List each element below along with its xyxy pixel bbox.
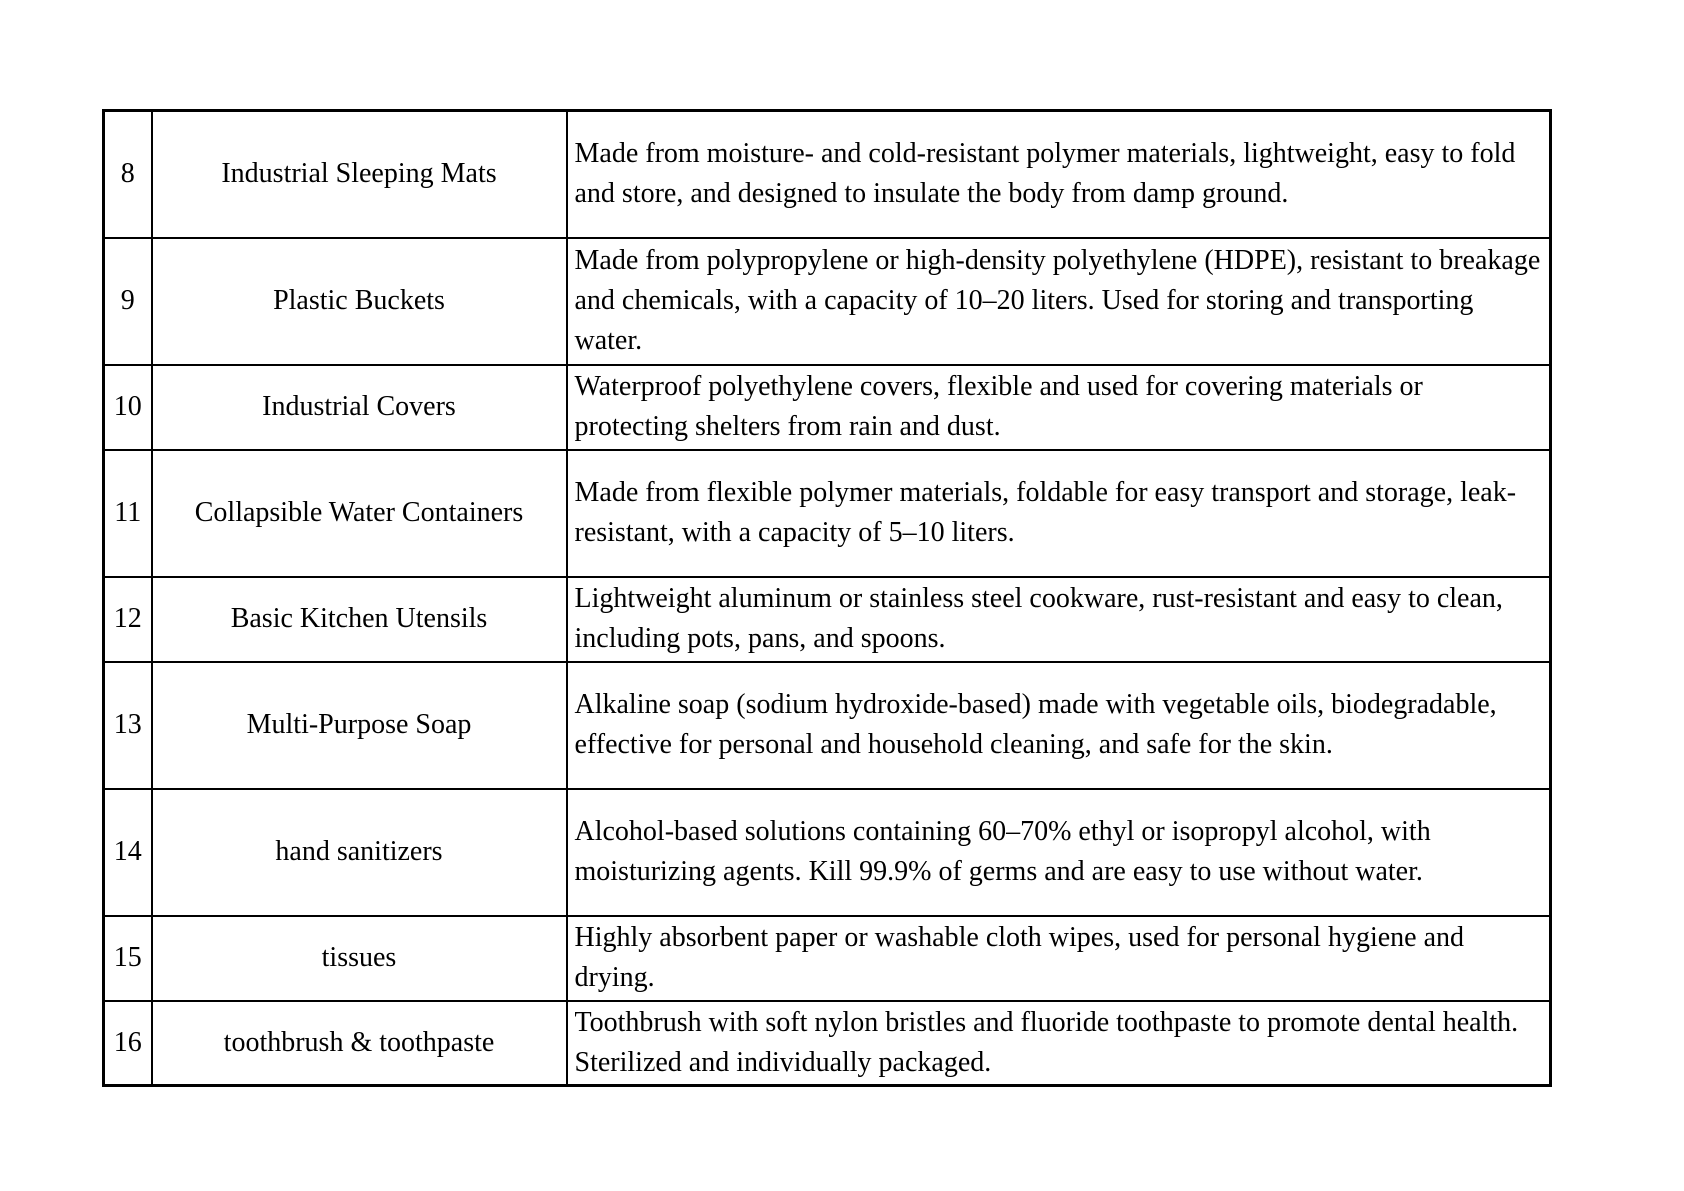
row-number: 16 xyxy=(104,1001,152,1086)
item-description: Made from polypropylene or high-density polyethylene (HDPE), resistant to breakage and chemicals, with a capacity of 10–20 liters. Used for storing and transporting water. xyxy=(567,238,1551,365)
table-row xyxy=(104,916,1551,1001)
row-number: 13 xyxy=(104,662,152,789)
item-name: Industrial Covers xyxy=(152,365,567,450)
table-row xyxy=(104,365,1551,450)
item-description: Toothbrush with soft nylon bristles and fluoride toothpaste to promote dental health. Sterilized and individually packaged. xyxy=(567,1001,1551,1086)
row-number: 10 xyxy=(104,365,152,450)
table-row xyxy=(104,789,1551,916)
table-row xyxy=(104,238,1551,365)
table-row xyxy=(104,1001,1551,1086)
item-description: Waterproof polyethylene covers, flexible and used for covering materials or protecting shelters from rain and dust. xyxy=(567,365,1551,450)
item-description: Made from flexible polymer materials, foldable for easy transport and storage, leak-resistant, with a capacity of 5–10 liters. xyxy=(567,450,1551,577)
row-number: 15 xyxy=(104,916,152,1001)
item-description: Alcohol-based solutions containing 60–70% ethyl or isopropyl alcohol, with moisturizing agents. Kill 99.9% of germs and are easy to use without water. xyxy=(567,789,1551,916)
item-description: Lightweight aluminum or stainless steel cookware, rust-resistant and easy to clean, including pots, pans, and spoons. xyxy=(567,577,1551,662)
item-name: Collapsible Water Containers xyxy=(152,450,567,577)
row-number: 12 xyxy=(104,577,152,662)
item-description: Highly absorbent paper or washable cloth wipes, used for personal hygiene and drying. xyxy=(567,916,1551,1001)
item-name: Industrial Sleeping Mats xyxy=(152,111,567,238)
table-row xyxy=(104,662,1551,789)
item-description: Made from moisture- and cold-resistant polymer materials, lightweight, easy to fold and store, and designed to insulate the body from damp ground. xyxy=(567,111,1551,238)
item-name: tissues xyxy=(152,916,567,1001)
item-description: Alkaline soap (sodium hydroxide-based) made with vegetable oils, biodegradable, effective for personal and household cleaning, and safe for the skin. xyxy=(567,662,1551,789)
item-name: hand sanitizers xyxy=(152,789,567,916)
row-number: 8 xyxy=(104,111,152,238)
item-name: toothbrush & toothpaste xyxy=(152,1001,567,1086)
table-row xyxy=(104,450,1551,577)
table-row xyxy=(104,111,1551,238)
row-number: 11 xyxy=(104,450,152,577)
row-number: 14 xyxy=(104,789,152,916)
item-name: Basic Kitchen Utensils xyxy=(152,577,567,662)
item-name: Plastic Buckets xyxy=(152,238,567,365)
item-name: Multi-Purpose Soap xyxy=(152,662,567,789)
items-table xyxy=(102,109,1552,1087)
row-number: 9 xyxy=(104,238,152,365)
table-row xyxy=(104,577,1551,662)
